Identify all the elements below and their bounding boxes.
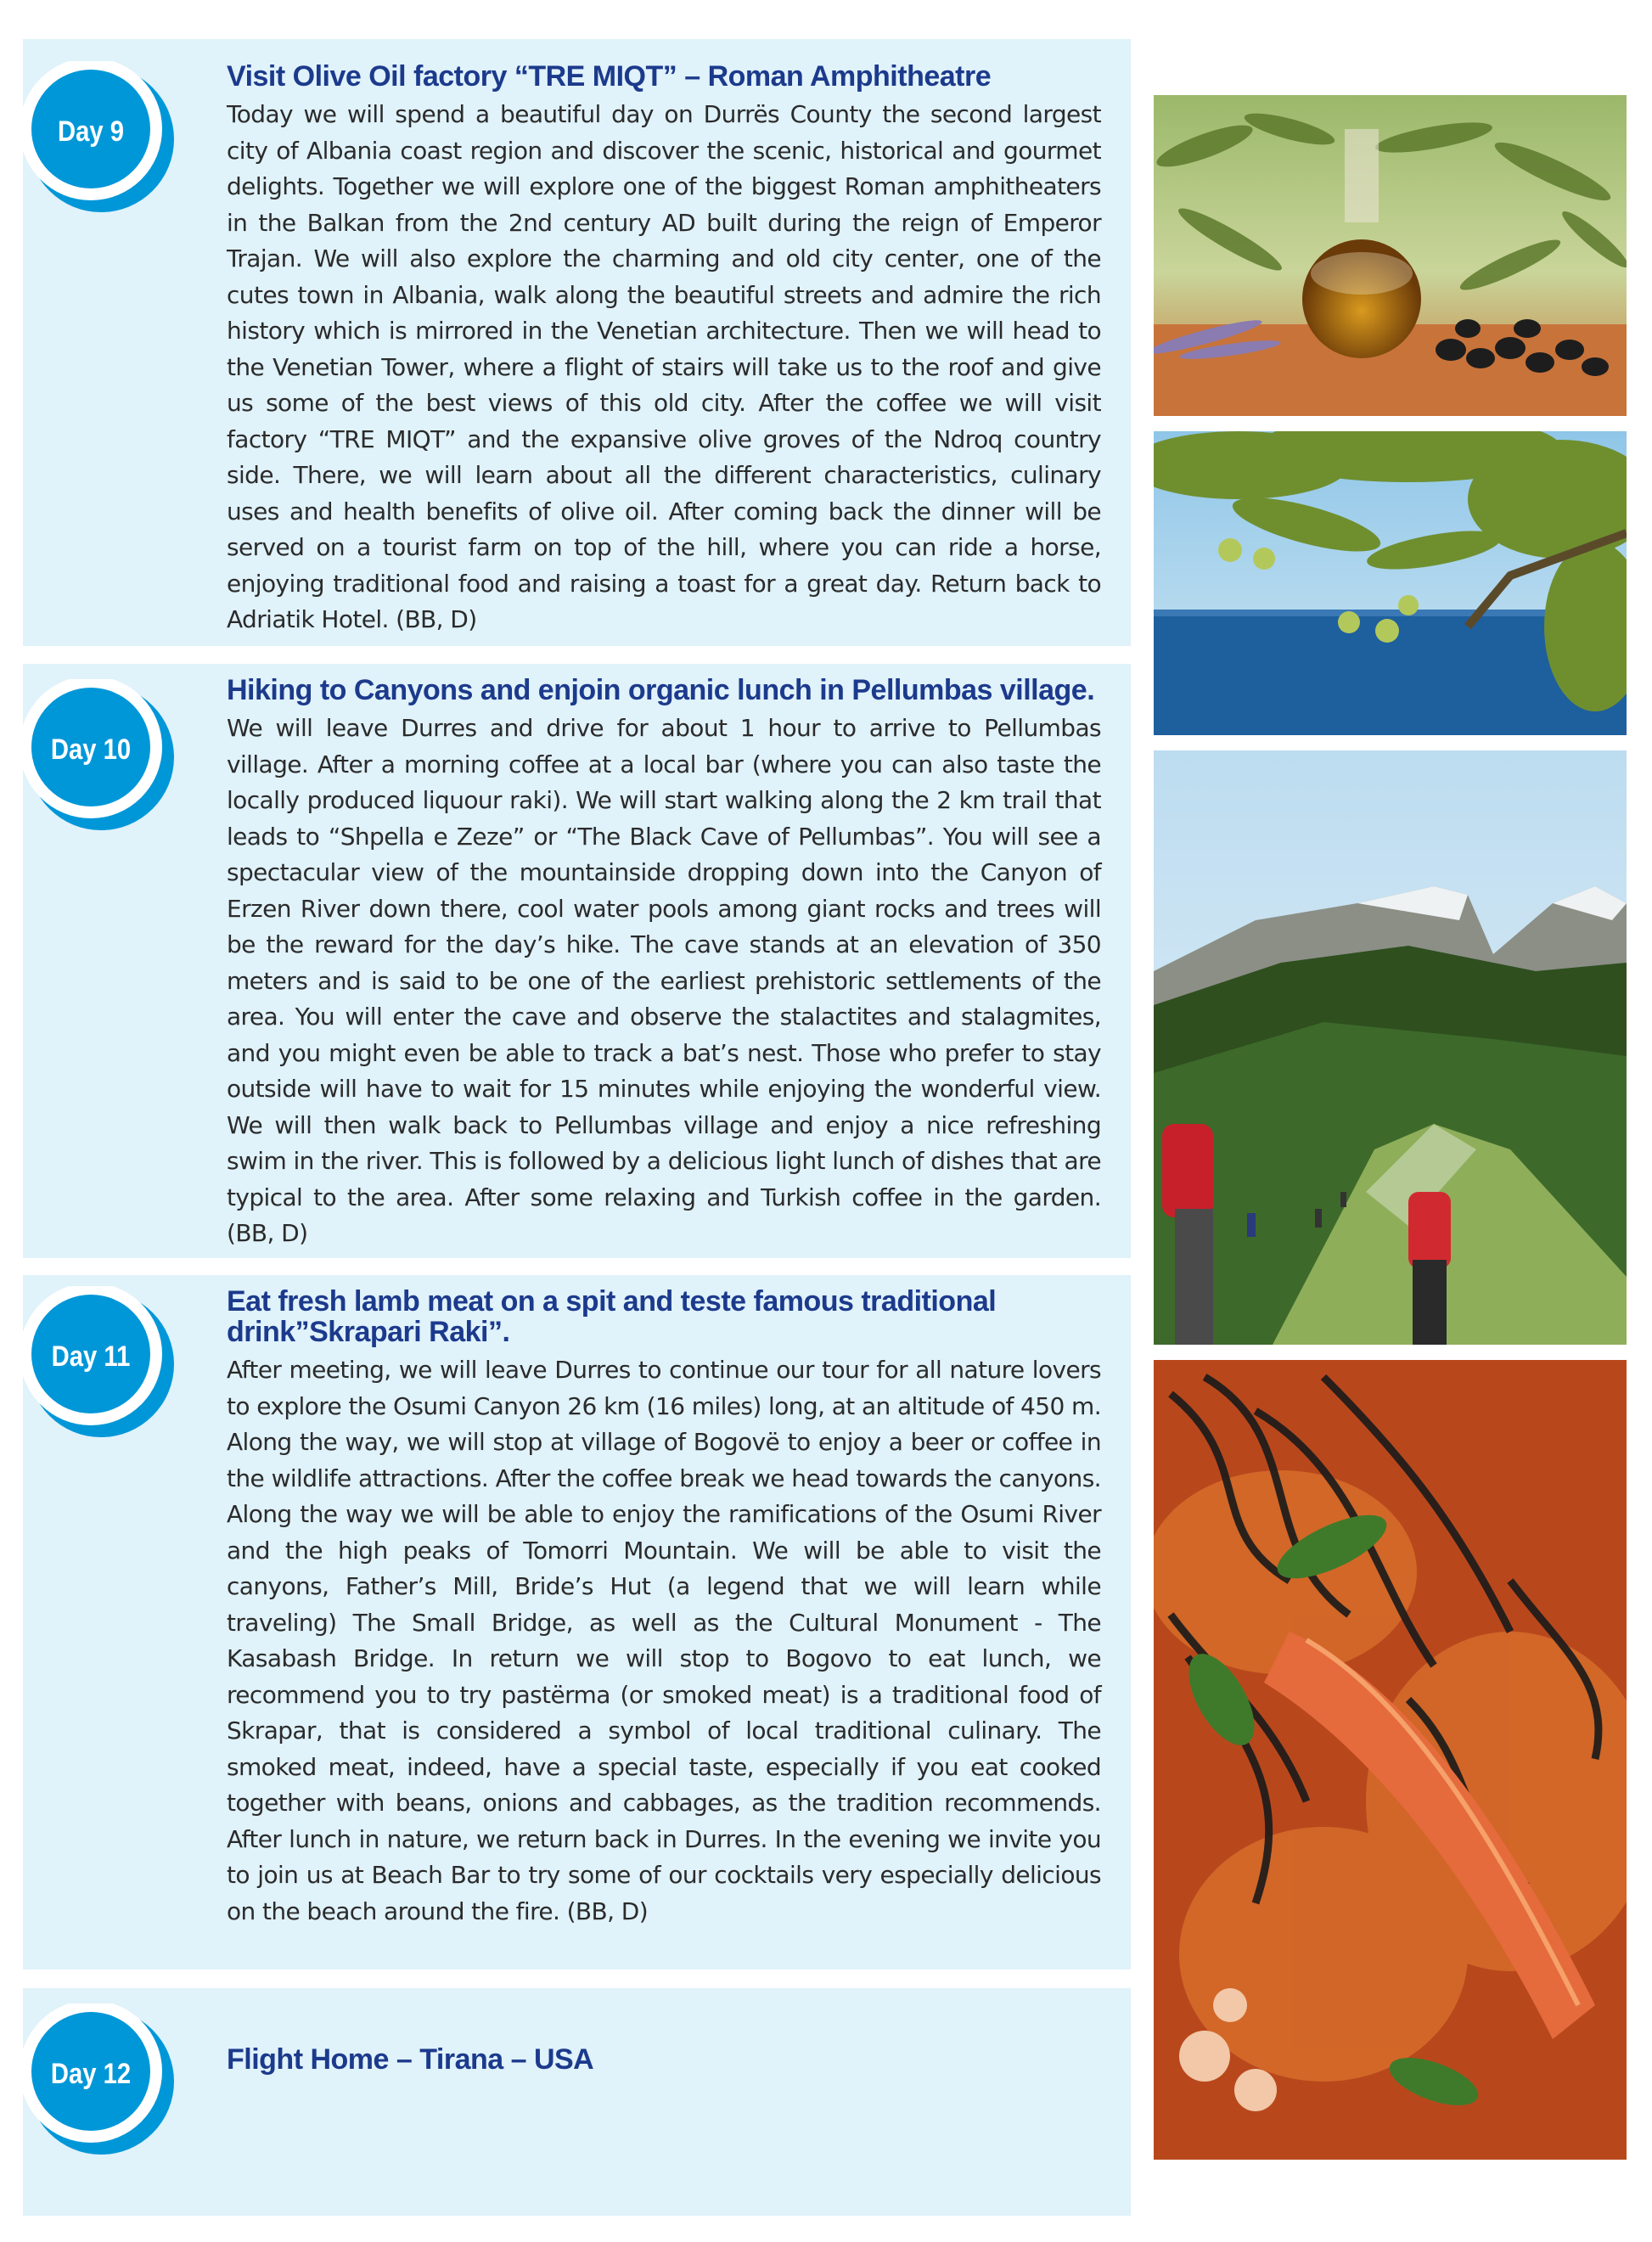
day-10-description: We will leave Durres and drive for about 1 hour to arrive to Pellumbas village. After a morning coffee at a local bar (where you can also taste the locally produced liquour raki). We will start walking along the 2 km trail that leads to “Shpella e Zeze” or “The Black Cave of Pellumbas”. You will see a spectacular view of the mountainside dropping down into the Canyon of Erzen River down there, cool water pools among giant rocks and trees will be the reward for the day’s hike. The cave stands at an elevation of 350 meters and is said to be one of the earliest prehistoric settlements of the area. You will enter the cave and observe the stalactites and stalagmites, and you might even be able to track a bat’s nest. Those who prefer to stay outside will have to wait for 15 minutes while enjoying the wonderful view. We will then walk back to Pellumbas village and enjoy a nice refreshing swim in the river. This is followed by a delicious light lunch of dishes that are typical to the area. After some relaxing and Turkish coffee in the garden. (BB, D): [227, 714, 1101, 1247]
day-9-content: [227, 61, 1101, 638]
day-9-badge-label: Day 9: [57, 115, 125, 148]
day-11-badge: [23, 1286, 195, 1458]
day-9-badge: [23, 61, 195, 233]
day-9-description: Today we will spend a beautiful day on Durrës County the second largest city of Albania coast region and discover the scenic, historical and gourmet delights. Together we will explore one of the biggest Roman amphitheaters in the Balkan from the 2nd century AD built during the reign of Emperor Trajan. We will also explore the charming and old city center, one of the cutes town in Albania, walk along the beautiful streets and admire the rich history which is mirrored in the Venetian architecture. Then we will head to the Venetian Tower, where a flight of stairs will take us to the roof and give us some of the best views of this old city. After the coffee we will visit factory “TRE MIQT” and the expansive olive groves of the Ndroq country side. There, we will learn about all the different characteristics, culinary uses and health benefits of olive oil. After coming back the dinner will be served on a tourist farm on top of the hill, where you can ride a horse, enjoying traditional food and raising a toast for a great day. Return back to Adriatik Hotel. (BB, D): [227, 100, 1101, 633]
olive-tree-sea-photo: [1154, 431, 1627, 735]
day-12-title: Flight Home – Tirana – USA: [227, 2043, 594, 2076]
day-11-badge-label: Day 11: [51, 1340, 131, 1373]
day-12-badge: [23, 2003, 195, 2176]
day-10-badge: [23, 679, 195, 851]
mountain-hikers-photo: [1154, 750, 1627, 1345]
day-11-description: After meeting, we will leave Durres to continue our tour for all nature lovers to explore the Osumi Canyon 26 km (16 miles) long, at an altitude of 450 m. Along the way, we will stop at village of Bogovë to enjoy a beer or coffee in the wildlife attractions. After the coffee break we head towards the canyons. Along the way we will be able to enjoy the ramifications of the Osumi River and the high peaks of Tomorri Mountain. We will be able to visit the canyons, Father’s Mill, Bride’s Hut (a legend that we will learn while traveling) The Small Bridge, as well as the Cultural Monument - The Kasabash Bridge. In return we will stop to Bogovo to eat lunch, we recommend you to try pastërma (or smoked meat) is a traditional food of Skrapar, that is considered a symbol of local traditional culinary. The smoked meat, indeed, have a special taste, especially if you eat cooked together with beans, onions and cabbages, as the tradition recommends. After lunch in nature, we return back in Durres. In the evening we invite you to join us at Beach Bar to try some of our cocktails very especially delicious on the beach around the fire. (BB, D): [227, 1356, 1101, 1925]
day-10-badge-label: Day 10: [50, 733, 132, 766]
day-11-content: [227, 1286, 1101, 1930]
day-11-title: Eat fresh lamb meat on a spit and teste famous traditional drink”Skrapari Raki”.: [227, 1285, 997, 1348]
day-12-content: [227, 2044, 1101, 2075]
day-10-content: [227, 675, 1101, 1252]
day-12-badge-label: Day 12: [50, 2057, 132, 2090]
olive-oil-photo: [1154, 95, 1627, 416]
seafood-pasta-photo: [1154, 1360, 1627, 2160]
day-9-title: Visit Olive Oil factory “TRE MIQT” – Roman Amphitheatre: [227, 60, 992, 93]
day-10-title: Hiking to Canyons and enjoin organic lunch in Pellumbas village.: [227, 674, 1095, 706]
